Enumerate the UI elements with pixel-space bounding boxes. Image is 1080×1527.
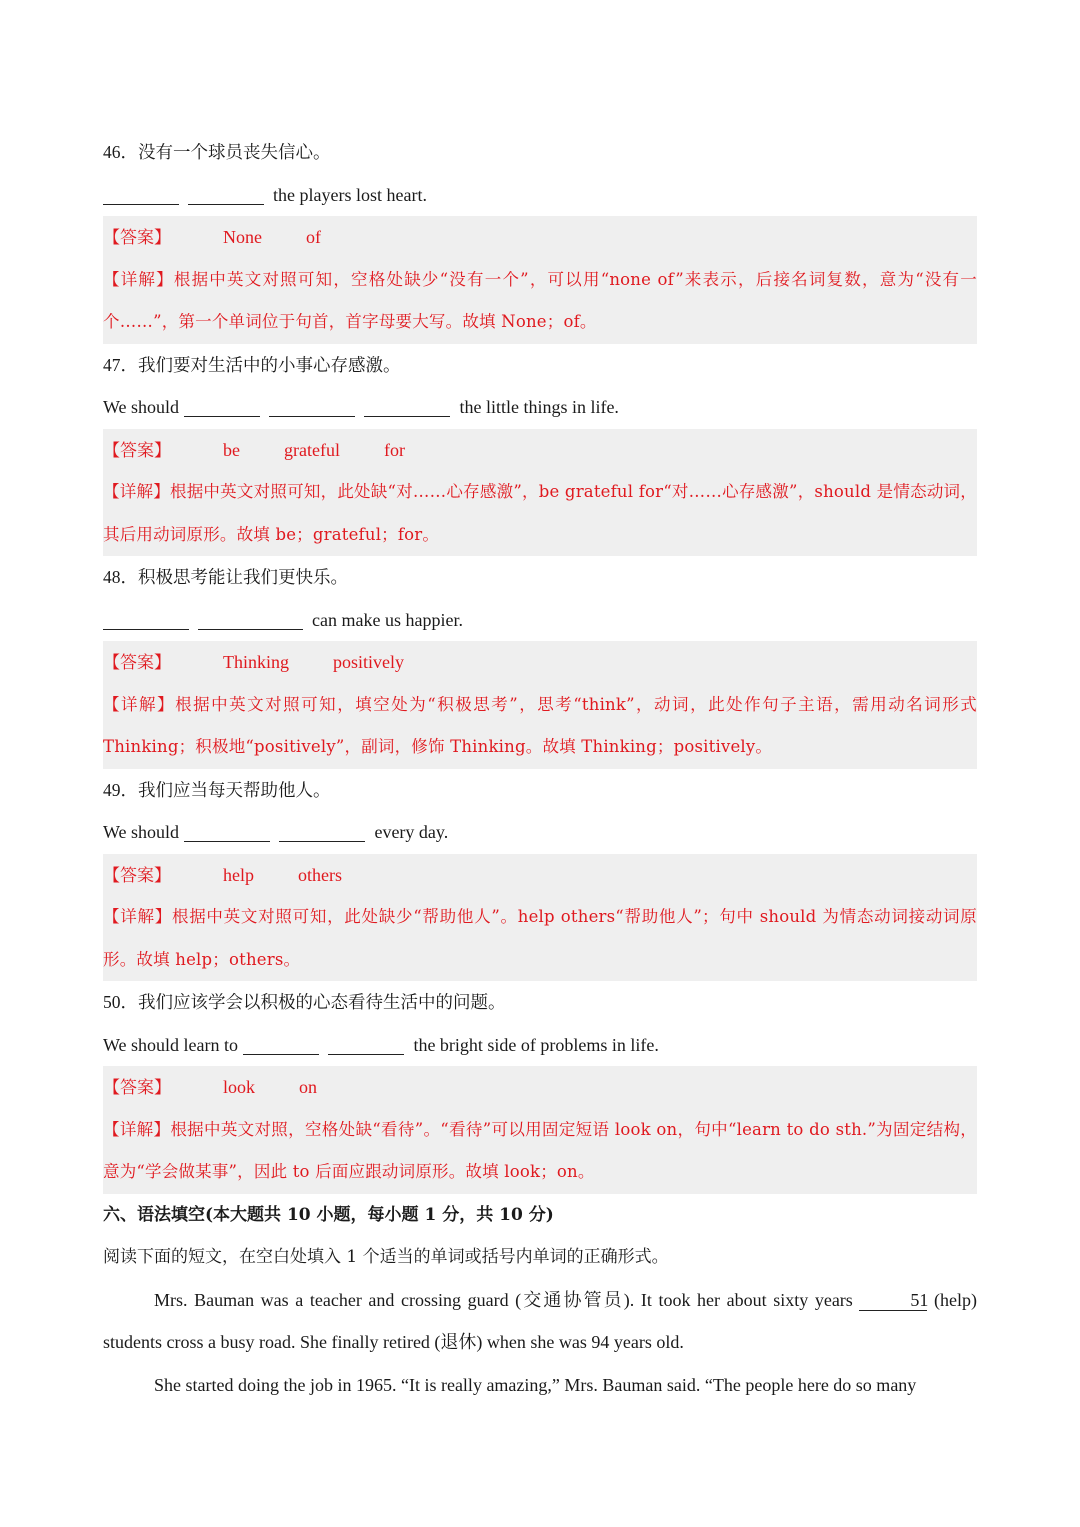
answer-box [103,216,977,344]
passage-paragraph: She started doing the job in 1965. “It is really amazing,” Mrs. Bauman said. “The people here do so many [154,1374,917,1395]
answer-box [103,429,977,557]
question-prompt: 46．没有一个球员丧失信心。 [103,142,331,162]
section-instruction: 阅读下面的短文，在空白处填入 1 个适当的单词或括号内单词的正确形式。 [103,1247,669,1267]
answer-line [103,216,977,259]
document-page [103,131,977,1406]
question-sentence: the players lost heart. [103,174,977,217]
answer-box [103,854,977,982]
question-sentence: We should every day. [103,822,449,842]
answer-blank[interactable] [184,821,270,842]
answer-word: look [223,1077,256,1097]
answer-line [103,1066,977,1109]
answer-blank[interactable] [103,609,189,630]
numbered-blank[interactable]: 51 [859,1290,927,1311]
answer-label: 【答案】 [103,1078,171,1098]
answer-word: be [223,439,240,460]
answer-blank[interactable] [364,396,450,417]
answer-blank[interactable] [188,184,264,205]
answer-blank[interactable] [269,396,355,417]
question-prompt: 48．积极思考能让我们更快乐。 [103,567,348,587]
question-prompt: 47．我们要对生活中的小事心存感激。 [103,354,401,375]
answer-word: help [223,864,254,885]
explanation: 【详解】根据中英文对照，空格处缺“看待”。“看待”可以用固定短语 look on，句中“learn to do sth.”为固定结构，意为“学会做某事”，因此 to 后面应跟动词原形。故填 look；on。 [103,1119,977,1181]
question-sentence: We should the little things in life. [103,397,619,417]
explanation: 【详解】根据中英文对照可知，此处缺少“帮助他人”。help others“帮助他人”；句中 should 为情态动词接动词原形。故填 help；others。 [103,907,977,969]
answer-line [103,854,977,897]
question-prompt: 49．我们应当每天帮助他人。 [103,779,331,800]
answer-word: Thinking [223,652,289,672]
answer-line [103,641,977,684]
answer-label: 【答案】 [103,228,171,248]
answer-word: positively [333,652,404,672]
answer-blank[interactable] [243,1034,319,1055]
answer-box [103,1066,977,1194]
section-title: 六、语法填空(本大题共 10 小题，每小题 1 分，共 10 分) [103,1204,554,1225]
answer-line [103,429,977,472]
answer-blank[interactable] [103,184,179,205]
answer-word: grateful [284,439,340,460]
answer-word: on [299,1077,318,1097]
question-sentence: can make us happier. [103,599,977,642]
answer-label: 【答案】 [103,653,171,673]
answer-word: None [223,227,262,247]
answer-word: of [306,227,321,247]
answer-word: others [298,864,342,885]
answer-blank[interactable] [328,1034,404,1055]
answer-blank[interactable] [198,609,303,630]
answer-blank[interactable] [184,396,260,417]
explanation: 【详解】根据中英文对照可知，此处缺“对……心存感激”，be grateful for“对……心存感激”，should 是情态动词，其后用动词原形。故填 be；grateful；for。 [103,482,977,544]
answer-word: for [383,439,405,460]
explanation: 【详解】根据中英文对照可知，填空处为“积极思考”，思考“think”，动词，此处作句子主语，需用动名词形式 Thinking；积极地“positively”，副词，修饰 Thinking。故填 Thinking；positively。 [103,694,977,756]
question-sentence: We should learn to the bright side of problems in life. [103,1034,659,1055]
answer-label: 【答案】 [103,440,171,461]
answer-box [103,641,977,769]
answer-label: 【答案】 [103,865,171,886]
explanation: 【详解】根据中英文对照可知，空格处缺少“没有一个”，可以用“none of”来表示，后接名词复数，意为“没有一个……”，第一个单词位于句首，首字母要大写。故填 None；of。 [103,269,977,331]
passage-paragraph: Mrs. Bauman was a teacher and crossing guard (交通协管员). It took her about sixty years 51 (help) students cross a busy road. She finally retired (退休) when she was 94 years old. [103,1289,978,1352]
question-prompt: 50．我们应该学会以积极的心态看待生活中的问题。 [103,992,506,1012]
answer-blank[interactable] [279,821,365,842]
